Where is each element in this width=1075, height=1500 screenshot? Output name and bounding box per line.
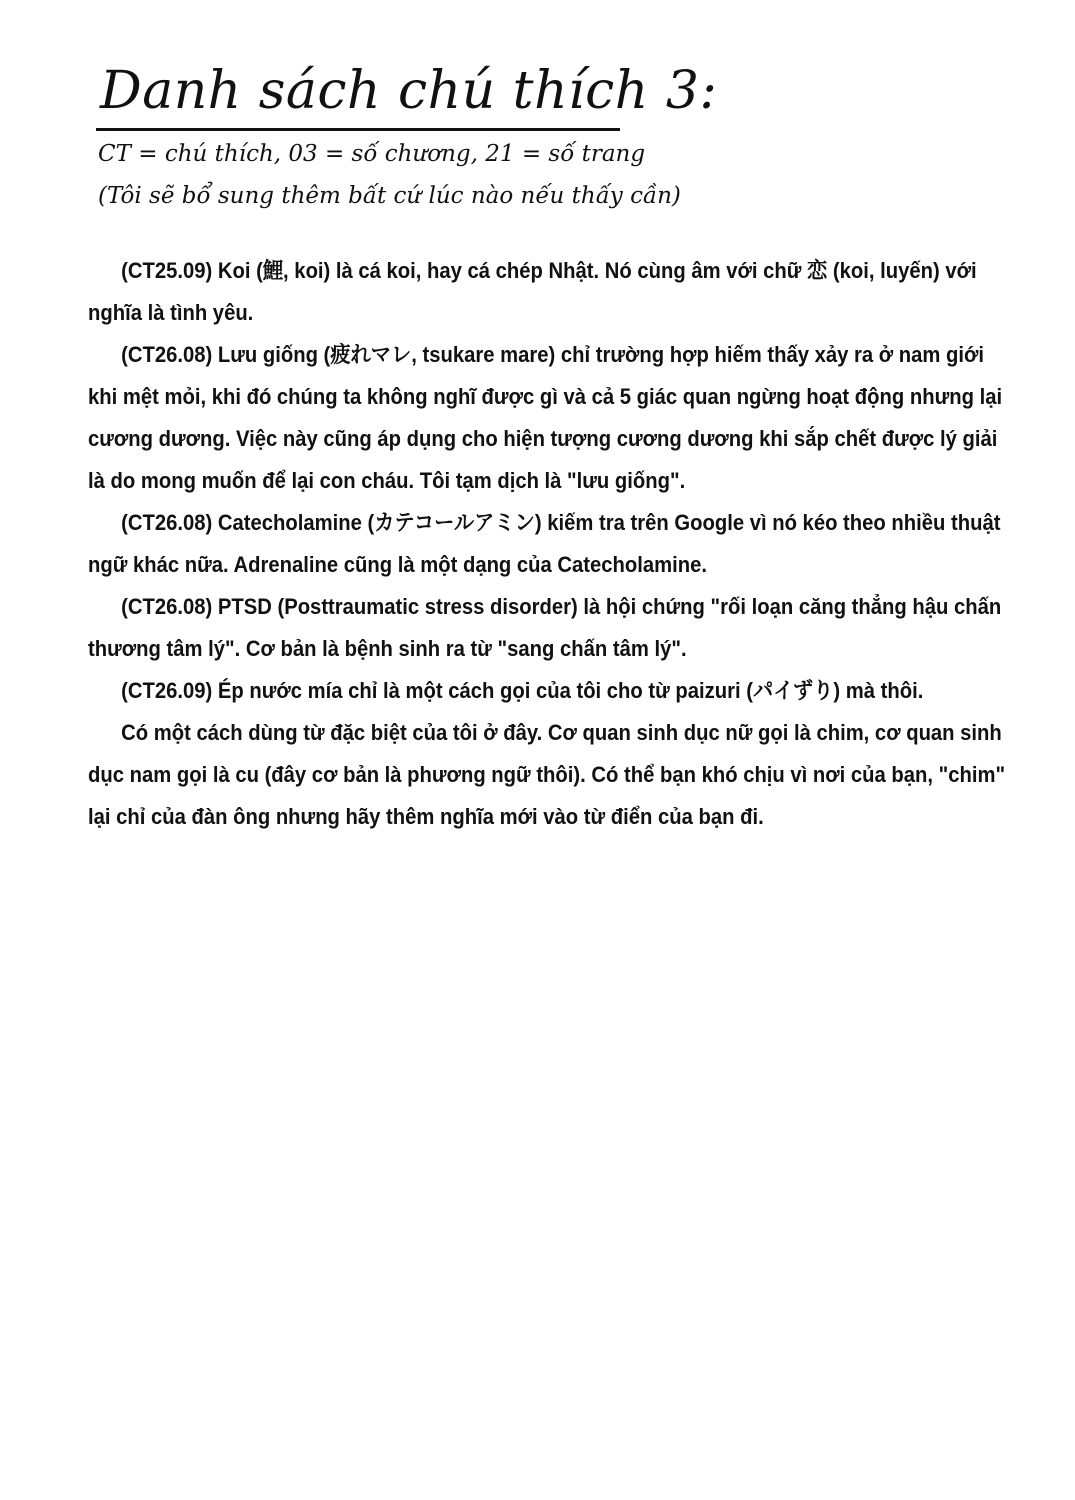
legend-line: CT = chú thích, 03 = số chương, 21 = số trang	[98, 141, 646, 167]
page-title: Danh sách chú thích 3:	[100, 61, 718, 121]
note-ct25-09-koi: (CT25.09) Koi (鯉, koi) là cá koi, hay cá chép Nhật. Nó cùng âm với chữ 恋 (koi, luyến) với nghĩa là tình yêu.	[88, 258, 977, 325]
title-underline	[96, 128, 620, 131]
note-word-usage: Có một cách dùng từ đặc biệt của tôi ở đây. Cơ quan sinh dục nữ gọi là chim, cơ quan sinh dục nam gọi là cu (đây cơ bản là phương ngữ thôi). Có thể bạn khó chịu vì nơi của bạn, "chim" lại chỉ của đàn ông nhưng hãy thêm nghĩa mới vào từ điển của bạn đi.	[88, 720, 1006, 829]
note-ct26-08-ptsd: (CT26.08) PTSD (Posttraumatic stress disorder) là hội chứng "rối loạn căng thẳng hậu chấn thương tâm lý". Cơ bản là bệnh sinh ra từ "sang chấn tâm lý".	[88, 594, 1002, 661]
note-line: (Tôi sẽ bổ sung thêm bất cứ lúc nào nếu thấy cần)	[98, 183, 681, 209]
notes-list	[88, 250, 1018, 838]
note-ct26-08-catecholamine: (CT26.08) Catecholamine (カテコールアミン) kiếm tra trên Google vì nó kéo theo nhiều thuật ngữ khác nữa. Adrenaline cũng là một dạng của Catecholamine.	[88, 510, 1001, 577]
note-ct26-09-paizuri: (CT26.09) Ép nước mía chỉ là một cách gọi của tôi cho từ paizuri (パイずり) mà thôi.	[121, 678, 924, 703]
note-ct26-08-luu-giong: (CT26.08) Lưu giống (疲れマレ, tsukare mare) chỉ trường hợp hiếm thấy xảy ra ở nam giới khi mệt mỏi, khi đó chúng ta không nghĩ được gì và cả 5 giác quan ngừng hoạt động nhưng lại cương dương. Việc này cũng áp dụng cho hiện tượng cương dương khi sắp chết được lý giải là do mong muốn để lại con cháu. Tôi tạm dịch là "lưu giống".	[88, 342, 1003, 493]
